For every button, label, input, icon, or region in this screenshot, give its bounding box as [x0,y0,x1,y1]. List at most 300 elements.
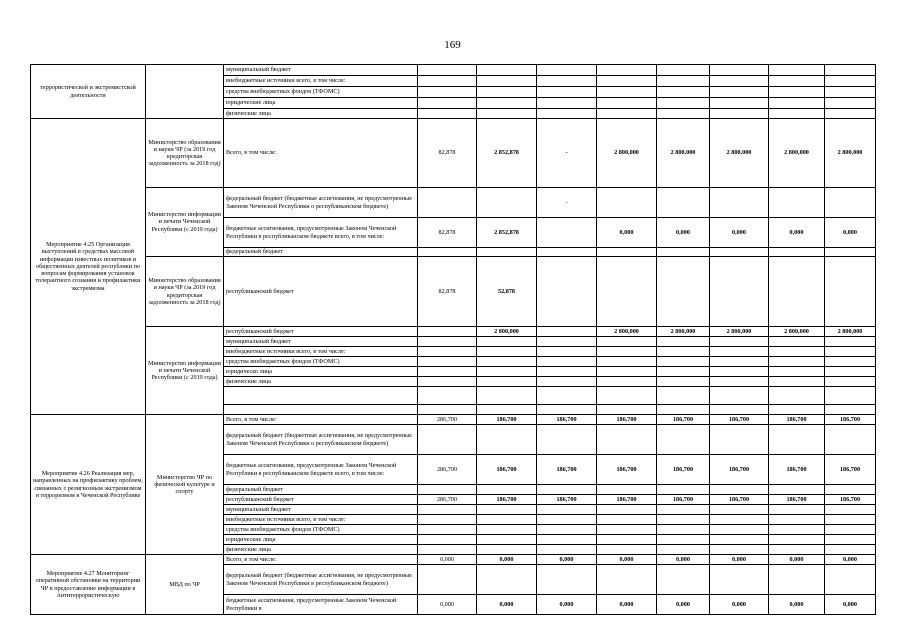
amount-cell: 186,700 [825,415,876,425]
amount-cell [477,188,537,218]
funding-source-label: средства внебюджетных фондов (ТФОМС) [224,525,418,535]
funding-source-label: республиканский бюджет [224,257,418,327]
funding-source-label: Всего, в том числе: [224,119,418,188]
amount-cell [710,515,769,525]
amount-cell [657,525,710,535]
amount-cell [477,405,537,415]
amount-cell [657,347,710,357]
amount-cell [769,109,825,119]
amount-cell [825,515,876,525]
amount-cell: 0,000 [825,555,876,565]
funding-source-label: внебюджетные источники всего, в том числе: [224,347,418,357]
amount-cell [418,337,477,347]
executor-name: МВД по ЧР [146,555,224,615]
amount-cell [710,337,769,347]
amount-cell: 186,700 [477,495,537,505]
amount-cell: 2 800,000 [769,119,825,188]
amount-cell [418,535,477,545]
amount-cell: 82,878 [418,218,477,248]
amount-cell [537,377,597,387]
amount-cell [710,485,769,495]
amount-cell [710,347,769,357]
amount-cell: 186,700 [597,415,657,425]
table-row [31,119,876,188]
amount-cell: 186,700 [537,495,597,505]
amount-cell [537,87,597,98]
amount-cell [537,337,597,347]
amount-cell: 186,700 [477,455,537,485]
budget-table [30,64,875,615]
amount-cell [657,535,710,545]
amount-cell: 0,000 [769,555,825,565]
amount-cell [657,98,710,109]
amount-cell: 186,700 [477,415,537,425]
amount-cell [597,565,657,595]
amount-cell [418,327,477,337]
amount-cell [769,425,825,455]
amount-cell [657,87,710,98]
amount-cell [769,367,825,377]
amount-cell: 0,000 [769,218,825,248]
amount-cell [769,387,825,405]
amount-cell: 186,700 [537,415,597,425]
amount-cell [710,98,769,109]
amount-cell [769,515,825,525]
amount-cell [769,357,825,367]
funding-source-label: республиканский бюджет [224,327,418,337]
amount-cell [418,405,477,415]
amount-cell [537,545,597,555]
amount-cell [710,535,769,545]
funding-table [30,64,876,615]
amount-cell [657,76,710,87]
amount-cell [597,337,657,347]
executor-name: Министерство информации и печати Чеченской Республики (с 2019 года) [146,327,224,415]
amount-cell [418,505,477,515]
amount-cell [537,76,597,87]
amount-cell: 52,878 [477,257,537,327]
amount-cell [710,87,769,98]
amount-cell [825,425,876,455]
amount-cell: 0,000 [597,555,657,565]
amount-cell [769,565,825,595]
funding-source-label: бюджетные ассигнования, предусмотренные Законом Чеченской Республики в республиканском бюджете всего, в том числе: [224,455,418,485]
funding-source-label: физические лица [224,109,418,119]
amount-cell [418,188,477,218]
amount-cell [597,535,657,545]
amount-cell [477,485,537,495]
amount-cell: 186,700 [657,495,710,505]
amount-cell [769,87,825,98]
amount-cell: 186,700 [769,415,825,425]
amount-cell [769,188,825,218]
amount-cell: 0,000 [597,218,657,248]
amount-cell [597,405,657,415]
amount-cell [418,525,477,535]
amount-cell [710,367,769,377]
amount-cell [825,485,876,495]
funding-source-label: бюджетные ассигнования, предусмотренные Законом Чеченской Республики в [224,595,418,615]
amount-cell [418,545,477,555]
funding-source-label: муниципальный бюджет [224,337,418,347]
amount-cell: 82,878 [418,257,477,327]
amount-cell [477,377,537,387]
amount-cell [825,347,876,357]
amount-cell: 0,000 [825,595,876,615]
amount-cell: 0,000 [418,555,477,565]
amount-cell [710,565,769,595]
amount-cell: 0,000 [477,595,537,615]
funding-source-label: федеральный бюджет (бюджетные ассигнования, не предусмотренные Законом Чеченской Республики о республиканском бюджете) [224,188,418,218]
amount-cell: 186,700 [657,415,710,425]
amount-cell [597,357,657,367]
amount-cell [597,188,657,218]
amount-cell [477,505,537,515]
amount-cell: 0,000 [418,595,477,615]
measure-name: Мероприятие 4.27 Мониторинг оперативной обстановки на территории ЧР в предоставление информации в Антитеррористическую [31,555,146,615]
amount-cell [597,248,657,257]
amount-cell [825,188,876,218]
amount-cell [657,188,710,218]
amount-cell [597,87,657,98]
amount-cell [418,367,477,377]
funding-source-label: федеральный бюджет (бюджетные ассигнования, не предусмотренные Законом Чеченской Республики о республиканском бюджете) [224,425,418,455]
amount-cell: 286,700 [418,455,477,485]
amount-cell [825,87,876,98]
amount-cell [537,425,597,455]
funding-source-label [224,405,418,415]
amount-cell: 186,700 [769,495,825,505]
amount-cell: 0,000 [537,555,597,565]
amount-cell [657,505,710,515]
table-row [31,65,876,76]
amount-cell: 186,700 [825,455,876,485]
amount-cell [418,109,477,119]
amount-cell [418,357,477,367]
amount-cell [537,367,597,377]
amount-cell [597,65,657,76]
amount-cell [769,525,825,535]
amount-cell [537,505,597,515]
amount-cell [477,65,537,76]
amount-cell [597,377,657,387]
table-body [31,65,876,615]
amount-cell [477,76,537,87]
amount-cell [710,377,769,387]
amount-cell [477,545,537,555]
funding-source-label: Всего, в том числе: [224,555,418,565]
amount-cell [657,515,710,525]
amount-cell [418,347,477,357]
amount-cell [825,98,876,109]
amount-cell: 2 852,878 [477,119,537,188]
table-row [31,257,876,327]
amount-cell [825,387,876,405]
amount-cell [477,98,537,109]
amount-cell [537,248,597,257]
amount-cell [537,109,597,119]
funding-source-label: республиканский бюджет [224,495,418,505]
amount-cell [710,357,769,367]
amount-cell [418,65,477,76]
amount-cell [657,248,710,257]
amount-cell: 0,000 [597,595,657,615]
executor-name: Министерство информации и печати Чеченской Республики (с 2019 года) [146,188,224,257]
amount-cell [537,347,597,357]
amount-cell [825,505,876,515]
amount-cell [769,257,825,327]
amount-cell [769,248,825,257]
amount-cell [418,515,477,525]
amount-cell [825,337,876,347]
amount-cell [657,257,710,327]
amount-cell: 0,000 [710,555,769,565]
funding-source-label: муниципальный бюджет [224,505,418,515]
amount-cell [477,337,537,347]
amount-cell [657,377,710,387]
executor-name: Министерство образования и науки ЧР (за 2019 год кредиторская задолженность за 2018 год) [146,257,224,327]
amount-cell [825,248,876,257]
amount-cell [597,109,657,119]
amount-cell [477,87,537,98]
amount-cell: 186,700 [710,415,769,425]
amount-cell [825,367,876,377]
amount-cell [710,425,769,455]
amount-cell [710,248,769,257]
amount-cell [710,405,769,415]
measure-name: Мероприятие 4.25 Организация выступлений в средствах массовой информации известных политиков и общественных деятелей республики по вопросам формирования установок толерантного сознания и профилактики экстремизма [31,119,146,415]
amount-cell [657,425,710,455]
amount-cell [710,387,769,405]
amount-cell [769,98,825,109]
amount-cell [597,387,657,405]
amount-cell [710,109,769,119]
amount-cell [597,425,657,455]
amount-cell: 0,000 [657,555,710,565]
amount-cell: 2 800,000 [657,327,710,337]
amount-cell [477,248,537,257]
amount-cell [537,387,597,405]
amount-cell [537,357,597,367]
amount-cell: 2 800,000 [477,327,537,337]
amount-cell [537,535,597,545]
table-row [31,555,876,565]
amount-cell: 2 800,000 [825,119,876,188]
amount-cell [477,347,537,357]
amount-cell [597,347,657,357]
amount-cell: 0,000 [769,595,825,615]
measure-name: террористической и экстремистской деятельности [31,65,146,119]
amount-cell [710,525,769,535]
amount-cell [657,545,710,555]
executor-name: Министерство образования и науки ЧР (за 2019 год кредиторская задолженность за 2018 год) [146,119,224,188]
amount-cell [657,565,710,595]
amount-cell [597,545,657,555]
amount-cell [710,76,769,87]
amount-cell [769,377,825,387]
executor-name: Министерство ЧР по физической культуре и спорту [146,415,224,555]
table-row [31,188,876,218]
measure-name: Мероприятие 4.26 Реализация мер, направленных на профилактику проблем, связанных с религиозным экстремизмом и терроризмом в Чеченской Республике [31,415,146,555]
amount-cell: 0,000 [537,595,597,615]
amount-cell [597,505,657,515]
amount-cell [825,257,876,327]
amount-cell [769,347,825,357]
funding-source-label: юридическо лица [224,367,418,377]
amount-cell: 286,700 [418,495,477,505]
amount-cell [825,405,876,415]
amount-cell: 2 852,878 [477,218,537,248]
amount-cell [769,505,825,515]
amount-cell [769,337,825,347]
amount-cell: 186,700 [537,455,597,485]
amount-cell [537,98,597,109]
amount-cell [418,425,477,455]
amount-cell [597,525,657,535]
amount-cell [825,565,876,595]
amount-cell [657,387,710,405]
amount-cell [657,65,710,76]
funding-source-label: внебюджетные источники всего, в том числе: [224,515,418,525]
amount-cell: 2 800,000 [597,327,657,337]
amount-cell [537,218,597,248]
amount-cell [477,535,537,545]
amount-cell [597,485,657,495]
amount-cell: 0,000 [657,218,710,248]
amount-cell: 186,700 [597,495,657,505]
amount-cell [537,327,597,337]
amount-cell [537,515,597,525]
amount-cell [769,76,825,87]
amount-cell: 0,000 [477,555,537,565]
page-number: 169 [444,39,461,51]
funding-source-label: юридические лица [224,535,418,545]
amount-cell [657,405,710,415]
amount-cell: 2 800,000 [825,327,876,337]
amount-cell [477,425,537,455]
amount-cell: 186,700 [710,495,769,505]
amount-cell: 2 800,000 [769,327,825,337]
funding-source-label: внебюджетные источники всего, в том числе: [224,76,418,87]
funding-source-label [224,387,418,405]
amount-cell [418,248,477,257]
funding-source-label: бюджетные ассигнования, предусмотренные Законом Чеченской Республики в республиканском бюджете всего, в том числе: [224,218,418,248]
amount-cell: 186,700 [657,455,710,485]
funding-source-label: юридические лица [224,98,418,109]
amount-cell [597,98,657,109]
amount-cell [825,545,876,555]
amount-cell: 0,000 [710,595,769,615]
amount-cell [825,535,876,545]
amount-cell [710,188,769,218]
amount-cell [710,257,769,327]
amount-cell [710,65,769,76]
amount-cell: 186,700 [769,455,825,485]
amount-cell [418,87,477,98]
amount-cell: 186,700 [597,455,657,485]
funding-source-label: муниципальный бюджет [224,65,418,76]
amount-cell: 2 800,000 [597,119,657,188]
amount-cell: 286,700 [418,415,477,425]
table-row [31,327,876,337]
amount-cell [537,65,597,76]
amount-cell [825,377,876,387]
amount-cell [477,565,537,595]
amount-cell [418,76,477,87]
amount-cell: 0,000 [825,218,876,248]
amount-cell: 186,700 [710,455,769,485]
amount-cell [657,367,710,377]
amount-cell [825,76,876,87]
amount-cell [418,565,477,595]
amount-cell [597,367,657,377]
funding-source-label: средства внебюджетных фондов (ТФОМС) [224,87,418,98]
amount-cell [537,565,597,595]
amount-cell [477,109,537,119]
amount-cell [597,515,657,525]
funding-source-label: физические лица [224,377,418,387]
amount-cell: 2 800,000 [710,327,769,337]
amount-cell [769,535,825,545]
amount-cell [418,387,477,405]
amount-cell [657,109,710,119]
amount-cell: 0,000 [710,218,769,248]
amount-cell: 186,700 [825,495,876,505]
amount-cell: 2 800,000 [657,119,710,188]
amount-cell [657,485,710,495]
amount-cell [657,357,710,367]
amount-cell: - [537,188,597,218]
amount-cell [477,387,537,405]
amount-cell [825,65,876,76]
funding-source-label: физические лица [224,545,418,555]
amount-cell [418,485,477,495]
amount-cell [477,525,537,535]
amount-cell [418,98,477,109]
amount-cell [657,337,710,347]
funding-source-label: Всего, в том числе: [224,415,418,425]
amount-cell [477,357,537,367]
amount-cell [477,515,537,525]
amount-cell [710,505,769,515]
amount-cell [769,545,825,555]
amount-cell [537,525,597,535]
executor-name [146,65,224,119]
table-row [31,415,876,425]
amount-cell [418,377,477,387]
amount-cell [825,525,876,535]
amount-cell [825,357,876,367]
funding-source-label: федеральный бюджет [224,485,418,495]
amount-cell [597,76,657,87]
amount-cell [710,545,769,555]
amount-cell [537,257,597,327]
funding-source-label: средства внебюджетных фондов (ТФОМС) [224,357,418,367]
amount-cell: - [537,119,597,188]
funding-source-label: федеральный бюджет (бюджетные ассигнования, не предусмотренные Законом Чеченской Республики в республиканском бюджете) [224,565,418,595]
amount-cell: 0,000 [657,595,710,615]
amount-cell [769,405,825,415]
funding-source-label: федеральный бюджет [224,248,418,257]
amount-cell [537,405,597,415]
amount-cell [769,65,825,76]
amount-cell: 82,878 [418,119,477,188]
amount-cell [477,367,537,377]
amount-cell: 2 800,000 [710,119,769,188]
amount-cell [825,109,876,119]
amount-cell [537,485,597,495]
amount-cell [769,485,825,495]
